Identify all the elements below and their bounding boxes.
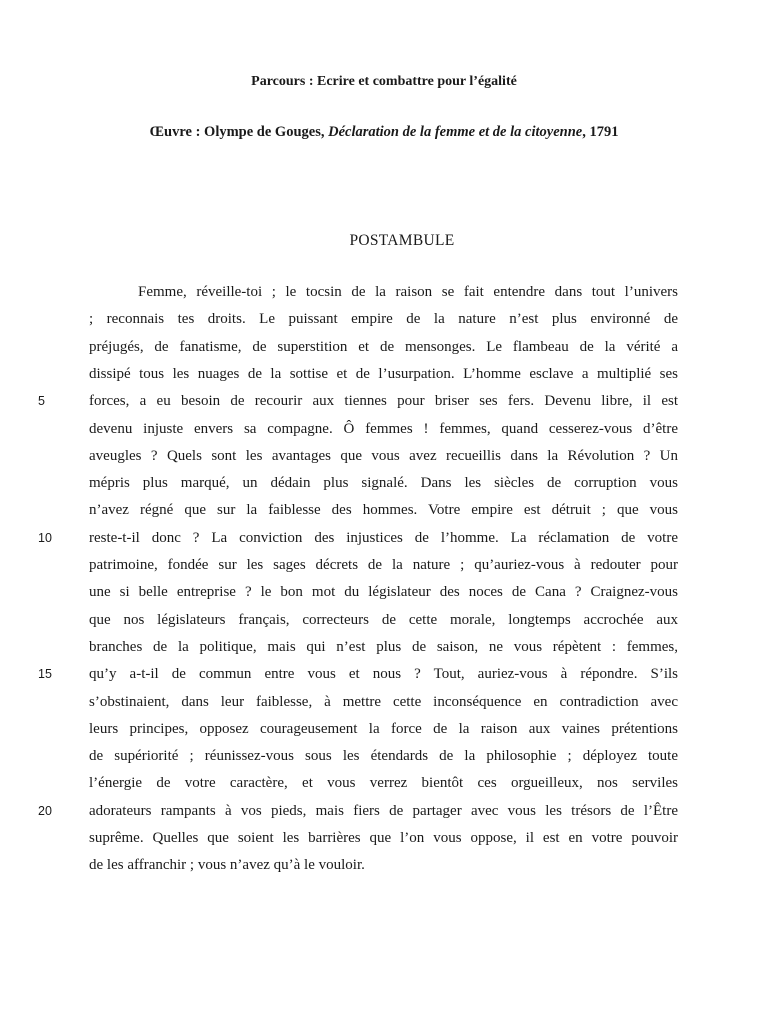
parcours-heading: Parcours : Ecrire et combattre pour l’égalité xyxy=(251,74,517,89)
line-number: 5 xyxy=(38,394,45,409)
text-line: patrimoine, fondée sur les sages décrets de la nature ; qu’auriez-vous à redouter pour xyxy=(89,557,678,573)
section-title: POSTAMBULE xyxy=(349,232,455,249)
text-line: adorateurs rampants à vos pieds, mais fiers de partager avec vous les trésors de l’Être xyxy=(89,802,678,819)
text-line: qu’y a-t-il de commun entre vous et nous ? Tout, auriez-vous à répondre. S’ils xyxy=(89,666,678,683)
text-line: leurs principes, opposez courageusement la force de la raison aux vaines prétentions xyxy=(89,720,678,737)
text-line: suprême. Quelles que soient les barrières que l’on vous oppose, il est en votre pouvoir xyxy=(89,830,678,846)
text-line: branches de la politique, mais qui n’est plus de saison, ne vous répètent : femmes, xyxy=(89,638,678,655)
text-line: préjugés, de fanatisme, de superstition et de mensonges. Le flambeau de la vérité a xyxy=(89,338,678,355)
text-line: n’avez régné que sur la faiblesse des hommes. Votre empire est détruit ; que vous xyxy=(89,502,678,519)
text-line: Femme, réveille-toi ; le tocsin de la raison se fait entendre dans tout l’univers xyxy=(138,284,678,300)
line-number: 15 xyxy=(38,667,52,682)
oeuvre-year: , 1791 xyxy=(582,124,619,140)
text-line: de les affranchir ; vous n’avez qu’à le vouloir. xyxy=(89,857,365,874)
text-line: s’obstinaient, dans leur faiblesse, à mettre cette inconséquence en contradiction avec xyxy=(89,693,678,710)
text-line: reste-t-il donc ? La conviction des injustices de l’homme. La réclamation de votre xyxy=(89,529,678,546)
oeuvre-title: Déclaration de la femme et de la citoyenne xyxy=(328,124,583,140)
oeuvre-prefix: Œuvre : Olympe de Gouges, xyxy=(149,124,329,140)
text-line: mépris plus marqué, un dédain plus signalé. Dans les siècles de corruption vous xyxy=(89,475,678,492)
text-line: une si belle entreprise ? le bon mot du législateur des noces de Cana ? Craignez-vous xyxy=(89,584,678,601)
text-line: forces, a eu besoin de recourir aux tiennes pour briser ses fers. Devenu libre, il est xyxy=(89,393,678,410)
text-line: de supériorité ; réunissez-vous sous les étendards de la philosophie ; déployez toute xyxy=(89,748,678,765)
text-line: dissipé tous les nuages de la sottise et de l’usurpation. L’homme esclave a multiplié ses xyxy=(89,365,678,382)
text-line: l’énergie de votre caractère, et vous verrez bientôt ces orgueilleux, nos serviles xyxy=(89,775,678,792)
text-line: aveugles ? Quels sont les avantages que vous avez recueillis dans la Révolution ? Un xyxy=(89,447,678,464)
oeuvre-heading xyxy=(0,124,768,141)
line-number: 10 xyxy=(38,530,52,545)
line-number: 20 xyxy=(38,803,52,818)
text-line: ; reconnais tes droits. Le puissant empire de la nature n’est plus environné de xyxy=(89,311,678,328)
text-line: devenu injuste envers sa compagne. Ô femmes ! femmes, quand cesserez-vous d’être xyxy=(89,420,678,437)
text-line: que nos législateurs français, correcteurs de cette morale, longtemps accrochée aux xyxy=(89,611,678,628)
